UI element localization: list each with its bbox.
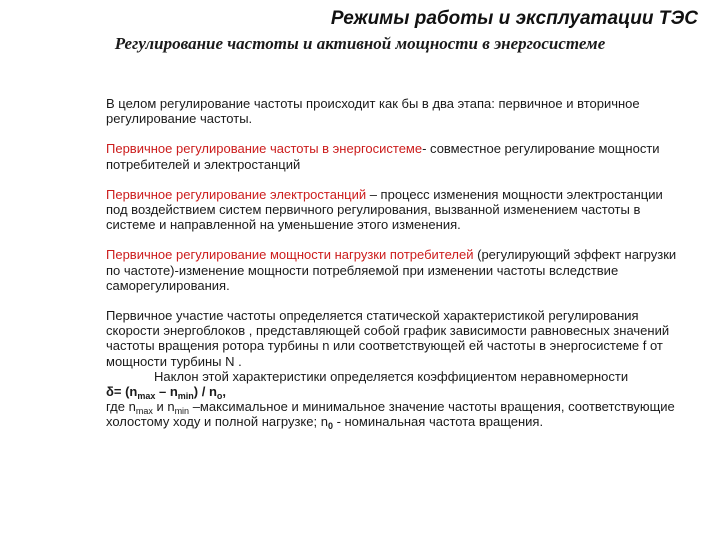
paragraph-intro: В целом регулирование частоты происходит как бы в два этапа: первичное и вторичное регулирование частоты. [106,96,640,127]
slide-body [106,96,686,445]
characteristic-text: Первичное участие частоты определяется статической характеристикой регулирования скорости энергоблоков , представляющей собой график зависимости равновесных значений частоты вращения ротора турбины n или соответствующей ей частоты в энергосистеме f от мощности турбины N . [106,308,670,369]
term-primary-system: Первичное регулирование частоты в энергосистеме [106,141,423,157]
definition-primary-system: - совместное регулирование мощности потребителей и электростанций [106,141,660,172]
formula-delta: $\delta= (n_{max} - n_{min}) / n_o$, [106,384,227,402]
term-primary-plants: Первичное регулирование электростанций [106,186,367,202]
formula-explanation: где $n_{max}$ и $n_{min}$ –максимальное и минимальное значение частоты вращения, соответствующие холостому ходу и полной нагрузке; $n_0$ - номинальная частота вращения. [106,399,675,432]
paragraph-primary-load [106,247,686,293]
definition-primary-plants: – процесс изменения мощности электростанции под воздействием систем первичного регулирования, вызванной изменением частоты в системе и направленной на уменьшение этого изменения. [106,186,663,233]
term-primary-load: Первичное регулирование мощности нагрузки потребителей [106,247,474,263]
paragraph-primary-system [106,141,686,171]
slope-text: Наклон этой характеристики определяется коэффициентом неравномерности [154,368,629,384]
slide-subtitle: Регулирование частоты и активной мощности в энергосистеме [114,34,606,53]
definition-primary-load: (регулирующий эффект нагрузки по частоте)-изменение мощности потребляемой при изменении частоты вследствие саморегулирования. [106,247,677,293]
paragraph-characteristic [106,308,686,430]
paragraph-primary-plants [106,187,686,233]
slide-title: Режимы работы и эксплуатации ТЭС [330,8,698,29]
